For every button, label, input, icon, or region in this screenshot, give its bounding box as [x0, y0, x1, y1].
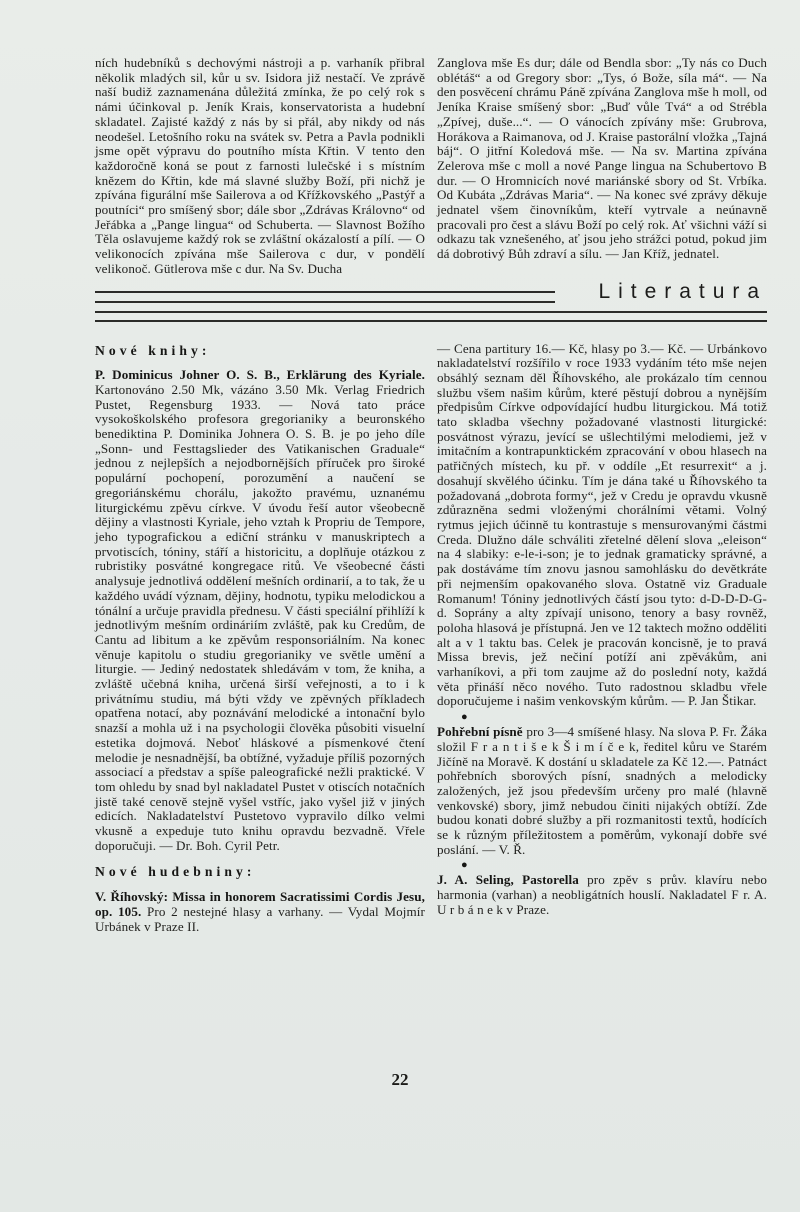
literatura-left-column — [95, 342, 425, 939]
seling-review-paragraph — [437, 873, 767, 917]
pohrebni-review-text: pro 3—4 smíšené hlasy. Na slova P. Fr. Žáka složil F r a n t i š e k Š i m í č e k, ředitel kůru ve Starém Jičíně na Moravě. K dostání u skladatele za Kč 12.—. Patnáct pohřebních sborových písní, snadných a melodicky založených, jež jsou především určeny pro malé (hlavně venkovské) sbory, jimž nebudou činiti nijakých obtíží. Zde budou konati dobré služby a při rozmanitosti textů, hodících se k různým příležitostem a poměrům, vykonají dobře své poslání. — V. Ř. — [437, 724, 768, 857]
divider-rule-bottom — [95, 320, 767, 322]
literatura-divider — [95, 279, 767, 329]
literatura-right-column — [437, 342, 767, 939]
seling-review-title: J. A. Seling, Pastorella — [437, 872, 579, 888]
literatura-section — [0, 329, 800, 939]
rihovsky-review-paragraph — [95, 890, 425, 934]
pohrebni-review-paragraph — [437, 725, 767, 857]
rihovsky-continuation-paragraph: — Cena partitury 16.— Kč, hlasy po 3.— Kč. — Urbánkovo nakladatelství rozšířilo v roce 1933 vydáním této mše nejen obsáhlý seznam děl Říhovského, ale prokázalo tím cennou službu všem našim kůrům, které pěstují dobrou a nynějším předpisům Církve odpovídající hudbu liturgickou. Má totiž tato skladba všechny požadované vlastnosti liturgické: posvátnost výrazu, jevící se ušlechtilými melodiemi, jež v imitačním a kontrapunktickém zpracování v obou hlasech na patřičných místech, ku př. v oddíle „Et resurrexit“ a j. dosahují skvělého účinku. Tím je dána také u Říhovského ta požadovaná „dobrota formy“, jež v Credu je opravdu vkusně zdůrazněna sedmi vloženými chorálními větami. Volný rytmus jejich účinně tu kontrastuje s mensurovanými částmi Creda. Dlužno dále schváliti zřetelné dělení slova „eleison“ na 4 slabiky: e-le-i-son; je to jednak gramaticky správné, a pak dostáváme tím znovu jasnou samohlásku do devětkráte při nejmenším opakovaného slova. Ostatně viz Graduale Romanum! Tóniny jednotlivých částí jsou tyto: d-D-D-D-G-d. Soprány a alty zpívají unisono, tenory a basy rovněž, poloha hlasová je přístupná. Jen ve 12 taktech možno odděliti alt a v 1 taktu bas. Celek je pracován koncisně, je to pravá Missa brevis, jež nečiní potíží ani zpěvákům, ani varhaníkovi, a při tom zaujme až do poslední noty, každá věta přináší něco nového. Tuto radostnou skladbu vřele doporučujeme i našim venkovským kůrům. — P. Jan Štikar. — [437, 340, 767, 709]
report-right-column-text: Zanglova mše Es dur; dále od Bendla sbor: „Ty nás co Duch oblétáš“ a od Gregory sbor: „Tys, ó Bože, síla má“. — Na den posvěcení chrámu Páně zpívána Zanglova mše h moll, od Jeníka Kraise smíšený sbor: „Buď vůle Tvá“ a od Strébla „Zpívej, duše...“. — O vánocích zpívány mše: Grubrova, Horákova a Raimanova, od J. Kraise pastorální vložka „Tajná báj“. O jitřní Koledová mše. — Na sv. Martina zpívána Zelerova mše c moll a nové Pange lingua na Schubertovo B dur. — O Hromnicích nové mariánské sbory od St. Vrbíka. Od Kubáta „Zdrávas Maria“. — Na konec své zprávy děkuje jednatel všem činovníkům, kteří vytrvale a neúnavně pracovali pro čest a slávu Boží po celý rok. Ať všichni váží si odkazu tak vznešeného, ať jsou jeho strážci potud, pokud jim dá dobrotivý Bůh zdraví a sílu. — Jan Kříž, jednatel. — [437, 55, 767, 262]
book-review-text: Kartonováno 2.50 Mk, vázáno 3.50 Mk. Verlag Friedrich Pustet, Regensburg 1933. — Nová tato práce vysokoškolského profesora gregorianiky a beuronského benediktina P. Dominika Johnera O. S. B. je po jeho díle „Sonn- und Festtagslieder des Vatikanischen Graduale“ jednou z nejlepších a nejodbornějších příruček pro široké populární pochopení, porozumění a naučení se gregoriánskému chorálu, jakožto pravému, uznanému liturgickému zpěvu církve. V úvodu řeší autor všeobecně dějiny a vlastnosti Kyriale, jeho vztah k Propriu de Tempore, jeho typografickou a ediční stránku v manuskriptech a prvotiscích, tóniny, stáří a historicitu, a doplňuje otázkou z rubristiky posvátné kongregace ritů. Ve všeobecné části analysuje jednotlivá oddělení mešních ordinarií, a to tak, že u každého uvádí význam, dějiny, hodnotu, typiku melodickou a tónální a určuje pravidla přednesu. V části speciální přihlíží k jednotlivým mešním ordináriím zvláště, pak ku Credům, de Cantu ad libitum a ke zpěvům responsoriálním. Na konec věnuje kapitolu o studiu gregorianiky ve světle umění a liturgie. — Jediný nedostatek shledávám v tom, že kniha, a zvláště učebná kniha, určená širší veřejnosti, a to i k privátnímu studiu, má býti vždy ve zpěvných příkladech opatřena notací, aby poznávání melodické a intonační bylo snazší a mohla už i na psychologii člověka působiti visuelní estetika dojmová. Neboť hláskové a písmenkové čtení melodie je nesnadnější, ba obtížné, vyžaduje příliš pozorných associací a představ a spíše paleografické nežli praktické. V tom ohledu by snad byl nakladatel Pustet v otiscích notačních jistě také cenově stejně vyšel vstříc, jako vyšel již v jiných edicích. Nakladatelství Pustetovo vypravilo dílko velmi vkusně a expeduje tuto knihu opravdu bezvadně. Vřele doporučuji. — Dr. Boh. Cyril Petr. — [95, 381, 425, 853]
new-music-heading: Nové hudebniny: — [95, 864, 256, 880]
report-left-column-text: ních hudebníků s dechovými nástroji a p. varhaník přibral několik mladých sil, kůr u sv. Isidora již nestačí. Ve zprávě naší budiž zaznamenána důležitá zmínka, že po celý rok s námi účinkoval p. Jeník Krais, konservatorista a hudební skladatel. Zajisté každý z nás by si přál, aby nikdy od nás neodešel. Letošního roku na svátek sv. Petra a Pavla podnikli jsme opět výpravu do poutního místa Křtin. V tento den každoročně koná se pout z farnosti lulečské i s místním knězem do Křtin, kde má slavné služby Boží, při nichž je zpívána figurální mše Sailerova a od Křížkovského „Pastýř a poutníci“ pro smíšený sbor; dále sbor „Zdrávas Královno“ od Jeřábka a „Pange lingua“ od Schuberta. — Slavnost Božího Těla oslavujeme každý rok se zvláštní okázalostí a pílí. — O velikonocích zpívána mše Sailerova c dur, v pondělí velikonoč. Gütlerova mše c dur. Na Sv. Ducha — [95, 55, 425, 276]
paragraph-separator-dot-icon: ● — [461, 711, 468, 724]
literatura-section-title: Literatura — [598, 279, 767, 303]
rihovsky-review-title: V. Říhovský: Missa in honorem Sacratissimi Cordis Jesu, op. 105. — [95, 889, 425, 919]
pohrebni-review-title: Pohřební písně — [437, 724, 523, 740]
divider-rule-top — [95, 291, 555, 293]
divider-rule-lower — [95, 311, 767, 313]
seling-review-text: pro zpěv s prův. klavíru nebo harmonia (varhan) a neobligátních houslí. Nakladatel F r. A. U r b á n e k v Praze. — [437, 872, 767, 917]
new-books-heading: Nové knihy: — [95, 342, 211, 358]
book-review-paragraph — [95, 368, 425, 853]
divider-rule-upper — [95, 301, 555, 303]
book-review-title: P. Dominicus Johner O. S. B., Erklärung des Kyriale. — [95, 367, 425, 383]
rihovsky-review-text: Pro 2 nestejné hlasy a varhany. — Vydal Mojmír Urbánek v Praze II. — [95, 903, 425, 934]
paragraph-separator-dot-icon: ● — [461, 859, 468, 872]
page-number: 22 — [391, 1070, 409, 1089]
annual-report-section — [0, 0, 800, 277]
